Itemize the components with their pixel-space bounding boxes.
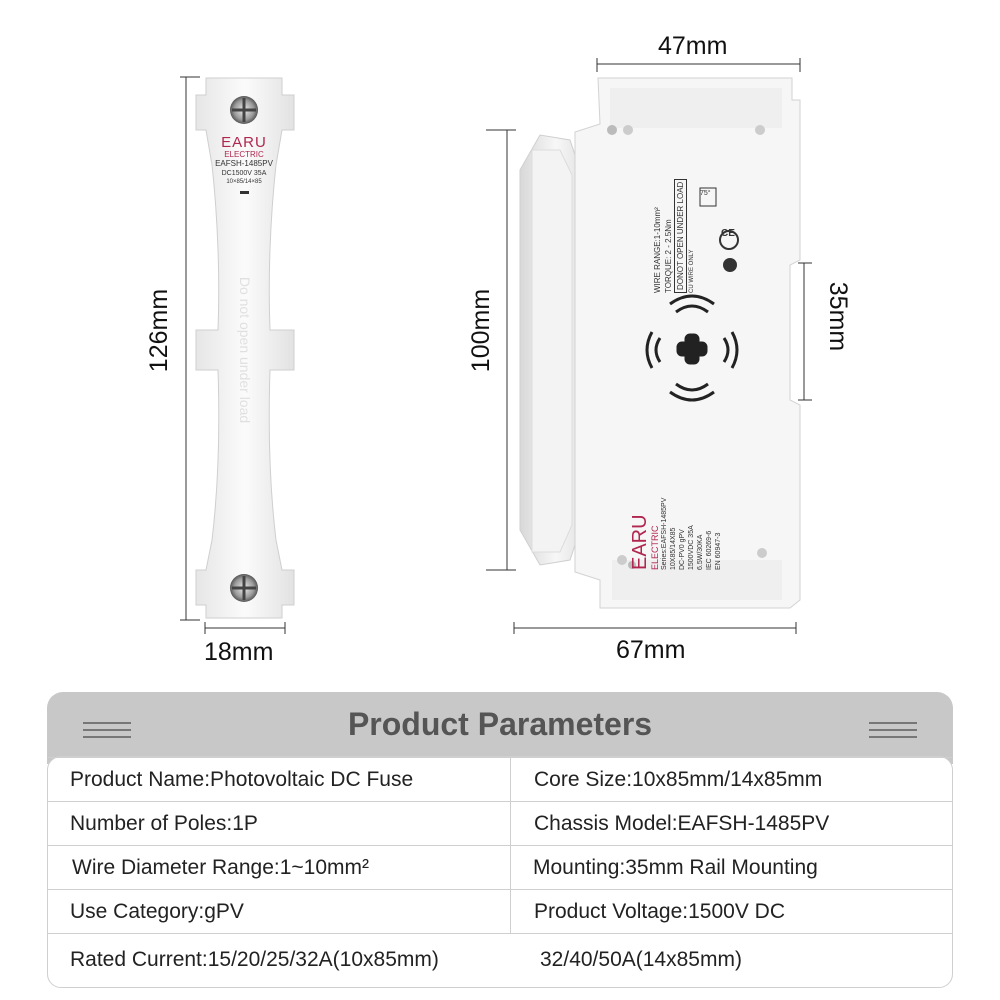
front-rating: DC1500V 35A (221, 170, 267, 177)
param-product-name: Product Name:Photovoltaic DC Fuse (70, 768, 414, 791)
side-line-6: IEC 60269-6 (706, 530, 713, 570)
torque: TORQUE: 2 - 2.5Nm (664, 219, 673, 293)
side-line-1: Series:EAFSH-1485PV (661, 497, 668, 570)
table-row (48, 845, 952, 890)
param-poles: Number of Poles:1P (70, 812, 258, 835)
side-brand: EARU (629, 514, 651, 570)
side-label (630, 400, 720, 570)
ce-mark: CE (721, 228, 735, 239)
dim-width-47: 47mm (658, 32, 728, 60)
param-rated-current: Rated Current:15/20/25/32A(10x85mm) (70, 948, 439, 971)
dim-height-100: 100mm (467, 288, 496, 373)
front-brand: EARU (221, 134, 267, 151)
side-specs (652, 163, 698, 293)
side-line-4: 1500VDC 35A (688, 525, 695, 570)
parameters-title: Product Parameters (347, 706, 653, 742)
table-row (48, 889, 952, 934)
side-line-5: 6.5W/30KA (697, 534, 704, 570)
side-line-7: EN 60947-3 (715, 532, 722, 570)
side-line-3: DC-PV0 gPV (679, 529, 686, 570)
param-mounting: Mounting:35mm Rail Mounting (533, 856, 818, 879)
parameters-table (47, 756, 953, 988)
wire-range: WIRE RANGE:1-10mm² (653, 207, 662, 293)
temp-mark: 75° (700, 190, 711, 197)
table-row (48, 801, 952, 846)
front-brand-sub: ELECTRIC (224, 150, 264, 159)
param-core-size: Core Size:10x85mm/14x85mm (534, 768, 823, 791)
param-rated-current-large: 32/40/50A(14x85mm) (540, 948, 742, 971)
right-lines-icon (869, 722, 917, 743)
side-line-2: 10X85/14X85 (670, 527, 677, 570)
dim-width-18: 18mm (204, 638, 274, 666)
front-side-text: Do not open under load (237, 276, 253, 424)
dim-rail-35: 35mm (824, 281, 853, 352)
dim-height-126: 126mm (145, 288, 174, 373)
dim-width-67: 67mm (616, 636, 686, 664)
param-chassis-model: Chassis Model:EAFSH-1485PV (534, 812, 830, 835)
parameters-header (47, 692, 953, 764)
table-row (48, 757, 952, 802)
param-use-category: Use Category:gPV (70, 900, 244, 923)
table-row (48, 933, 952, 986)
front-model: EAFSH-1485PV (215, 159, 273, 168)
front-label (206, 135, 282, 186)
product-parameters-panel (47, 692, 953, 988)
param-voltage: Product Voltage:1500V DC (534, 900, 785, 923)
cu-wire: CU WIRE ONLY (689, 249, 695, 293)
no-load-warning: DONOT OPEN UNDER LOAD (674, 179, 687, 293)
side-brand-sub: ELECTRIC (650, 525, 660, 570)
front-size: 10×85/14×85 (226, 179, 262, 185)
param-wire-diameter: Wire Diameter Range:1~10mm² (72, 856, 370, 879)
